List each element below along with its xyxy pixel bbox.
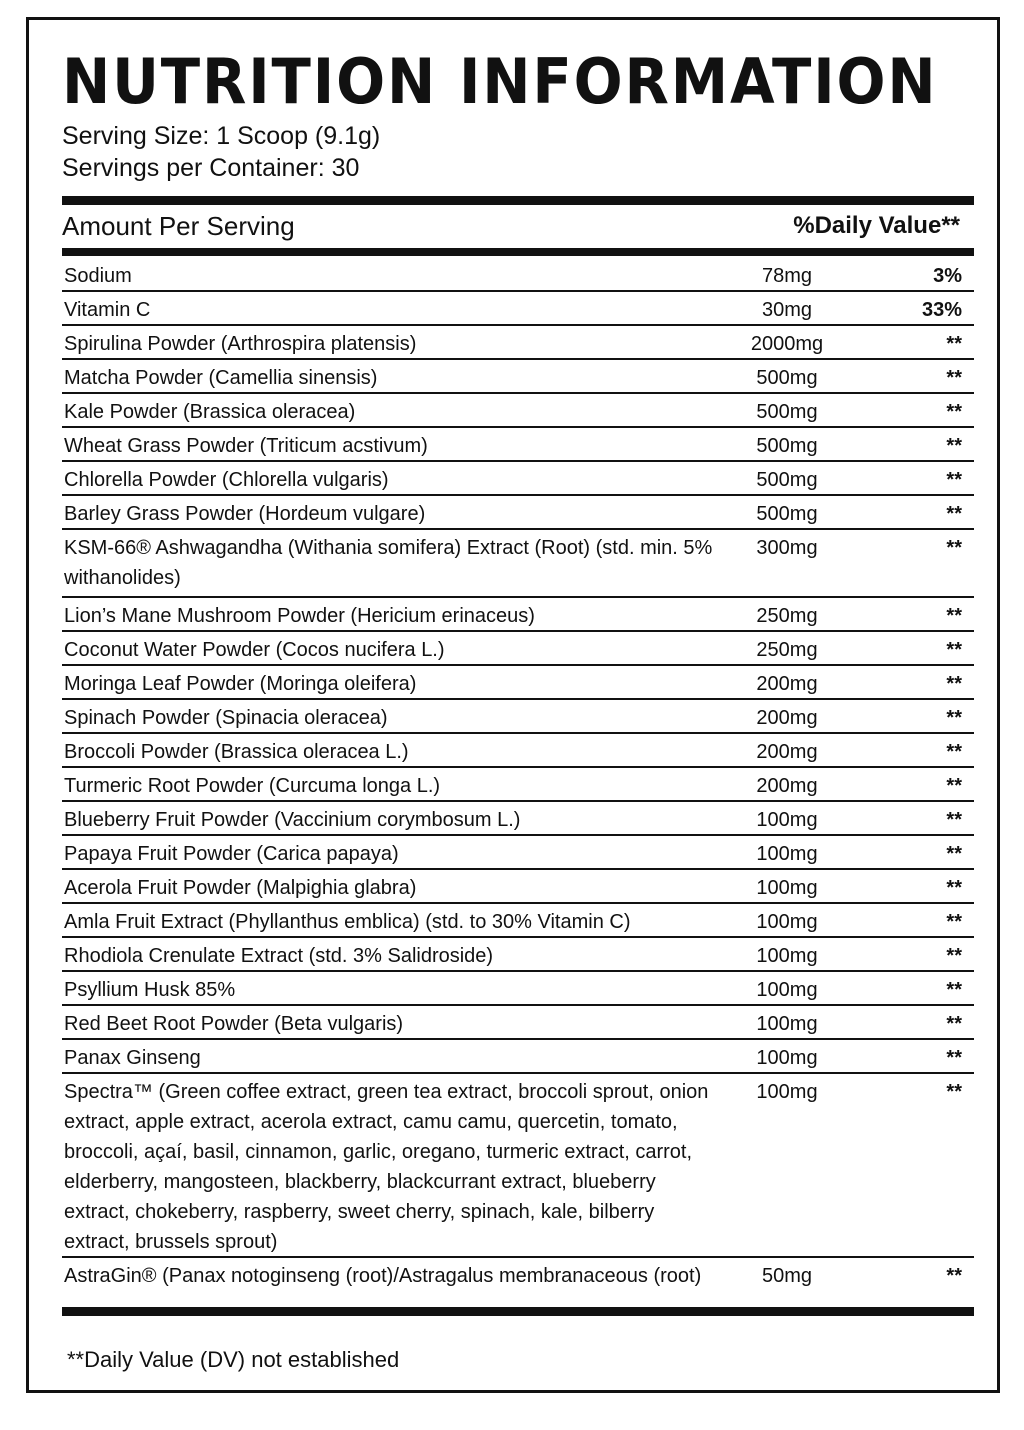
table-row [62, 836, 974, 870]
ingredient-amount: 500mg [756, 469, 818, 491]
ingredient-name: Panax Ginseng [64, 1047, 201, 1069]
ingredient-name: Spectra™ (Green coffee extract, green tea extract, broccoli sprout, onion extract, apple extract, acerola extract, camu camu, quercetin, tomato, broccoli, açaí, basil, cinnamon, garlic, oregano, turmeric extract, carrot, elderberry, mangosteen, blackberry, blackcurrant extract, blueberry extract, chokeberry, raspberry, sweet cherry, spinach, kale, bilberry extract, brussels sprout) [64, 1081, 709, 1253]
table-row [62, 1074, 974, 1258]
table-row [62, 496, 974, 530]
table-row [62, 700, 974, 734]
ingredient-amount: 250mg [756, 639, 818, 661]
ingredient-amount: 100mg [756, 877, 818, 899]
ingredient-amount: 100mg [756, 843, 818, 865]
ingredient-amount: 30mg [761, 299, 813, 321]
ingredient-name: AstraGin® (Panax notoginseng (root)/Astragalus membranaceous (root) [64, 1265, 702, 1287]
ingredient-amount: 500mg [756, 367, 818, 389]
ingredient-daily-value: ** [946, 979, 962, 1001]
table-row [62, 1006, 974, 1040]
ingredient-amount: 50mg [761, 1265, 813, 1287]
ingredient-daily-value: ** [946, 843, 962, 865]
table-row [62, 1258, 974, 1298]
table-row [62, 530, 974, 598]
ingredient-amount: 100mg [756, 1013, 818, 1035]
table-row [62, 360, 974, 394]
ingredient-amount: 200mg [756, 707, 818, 729]
ingredient-amount: 200mg [756, 775, 818, 797]
divider-thick-header [62, 248, 974, 256]
ingredient-daily-value: ** [946, 333, 962, 355]
ingredient-name: Spirulina Powder (Arthrospira platensis) [64, 333, 417, 355]
label-title: NUTRITION INFORMATION [62, 45, 938, 118]
ingredient-name: Coconut Water Powder (Cocos nucifera L.) [64, 639, 445, 661]
ingredient-daily-value: ** [946, 435, 962, 457]
ingredient-name: Red Beet Root Powder (Beta vulgaris) [64, 1013, 404, 1035]
ingredient-name: KSM-66® Ashwagandha (Withania somifera) Extract (Root) (std. min. 5% withanolides) [64, 537, 713, 589]
ingredient-name: Sodium [64, 265, 132, 287]
footnote: **Daily Value (DV) not established [67, 1347, 400, 1372]
table-row [62, 462, 974, 496]
ingredient-amount: 100mg [756, 1081, 818, 1103]
ingredient-amount: 100mg [756, 979, 818, 1001]
ingredient-amount: 2000mg [750, 333, 824, 355]
table-row [62, 734, 974, 768]
ingredient-table [62, 258, 974, 1298]
table-row [62, 768, 974, 802]
nutrition-panel [26, 17, 1000, 1393]
ingredient-daily-value: 33% [921, 299, 962, 321]
table-row [62, 1040, 974, 1074]
ingredient-name: Turmeric Root Powder (Curcuma longa L.) [64, 775, 441, 797]
ingredient-amount: 500mg [756, 435, 818, 457]
ingredient-name: Moringa Leaf Powder (Moringa oleifera) [64, 673, 417, 695]
ingredient-name: Broccoli Powder (Brassica oleracea L.) [64, 741, 409, 763]
ingredient-daily-value: 3% [933, 265, 962, 287]
table-row [62, 666, 974, 700]
table-row [62, 938, 974, 972]
ingredient-daily-value: ** [946, 877, 962, 899]
table-header [62, 204, 974, 248]
table-row [62, 292, 974, 326]
ingredient-daily-value: ** [946, 1081, 962, 1103]
table-row [62, 870, 974, 904]
ingredient-amount: 78mg [761, 265, 813, 287]
table-row [62, 394, 974, 428]
ingredient-name: Lion’s Mane Mushroom Powder (Hericium erinaceus) [64, 605, 535, 627]
ingredient-name: Amla Fruit Extract (Phyllanthus emblica) (std. to 30% Vitamin C) [64, 911, 631, 933]
ingredient-amount: 200mg [756, 673, 818, 695]
daily-value-heading: %Daily Value** [793, 212, 960, 239]
table-row [62, 428, 974, 462]
table-row [62, 632, 974, 666]
ingredient-daily-value: ** [946, 707, 962, 729]
ingredient-amount: 250mg [756, 605, 818, 627]
ingredient-amount: 200mg [756, 741, 818, 763]
ingredient-daily-value: ** [946, 639, 962, 661]
ingredient-daily-value: ** [946, 537, 962, 559]
table-row [62, 598, 974, 632]
ingredient-name: Chlorella Powder (Chlorella vulgaris) [64, 469, 389, 491]
ingredient-amount: 100mg [756, 1047, 818, 1069]
table-row [62, 904, 974, 938]
ingredient-name: Spinach Powder (Spinacia oleracea) [64, 707, 388, 729]
ingredient-daily-value: ** [946, 673, 962, 695]
ingredient-daily-value: ** [946, 605, 962, 627]
table-row [62, 802, 974, 836]
ingredient-daily-value: ** [946, 945, 962, 967]
ingredient-name: Acerola Fruit Powder (Malpighia glabra) [64, 877, 417, 899]
ingredient-daily-value: ** [946, 741, 962, 763]
ingredient-daily-value: ** [946, 503, 962, 525]
ingredient-name: Rhodiola Crenulate Extract (std. 3% Salidroside) [64, 945, 494, 967]
ingredient-name: Vitamin C [64, 299, 151, 321]
ingredient-daily-value: ** [946, 1047, 962, 1069]
ingredient-name: Papaya Fruit Powder (Carica papaya) [64, 843, 399, 865]
ingredient-name: Barley Grass Powder (Hordeum vulgare) [64, 503, 426, 525]
divider-thick-bottom [62, 1307, 974, 1316]
ingredient-amount: 100mg [756, 809, 818, 831]
ingredient-daily-value: ** [946, 1013, 962, 1035]
ingredient-name: Kale Powder (Brassica oleracea) [64, 401, 356, 423]
table-row [62, 972, 974, 1006]
ingredient-amount: 300mg [756, 537, 818, 559]
ingredient-daily-value: ** [946, 469, 962, 491]
ingredient-name: Blueberry Fruit Powder (Vaccinium corymbosum L.) [64, 809, 521, 831]
ingredient-daily-value: ** [946, 775, 962, 797]
amount-per-serving-heading: Amount Per Serving [62, 211, 295, 241]
ingredient-daily-value: ** [946, 367, 962, 389]
ingredient-amount: 500mg [756, 401, 818, 423]
ingredient-daily-value: ** [946, 809, 962, 831]
ingredient-daily-value: ** [946, 401, 962, 423]
table-row [62, 258, 974, 292]
ingredient-amount: 100mg [756, 911, 818, 933]
ingredient-name: Wheat Grass Powder (Triticum acstivum) [64, 435, 428, 457]
table-row [62, 326, 974, 360]
ingredient-name: Psyllium Husk 85% [64, 979, 236, 1001]
serving-size: Serving Size: 1 Scoop (9.1g) [62, 122, 381, 150]
servings-per-container: Servings per Container: 30 [62, 154, 360, 182]
ingredient-amount: 100mg [756, 945, 818, 967]
ingredient-name: Matcha Powder (Camellia sinensis) [64, 367, 378, 389]
ingredient-amount: 500mg [756, 503, 818, 525]
ingredient-daily-value: ** [946, 911, 962, 933]
ingredient-daily-value: ** [946, 1265, 962, 1287]
